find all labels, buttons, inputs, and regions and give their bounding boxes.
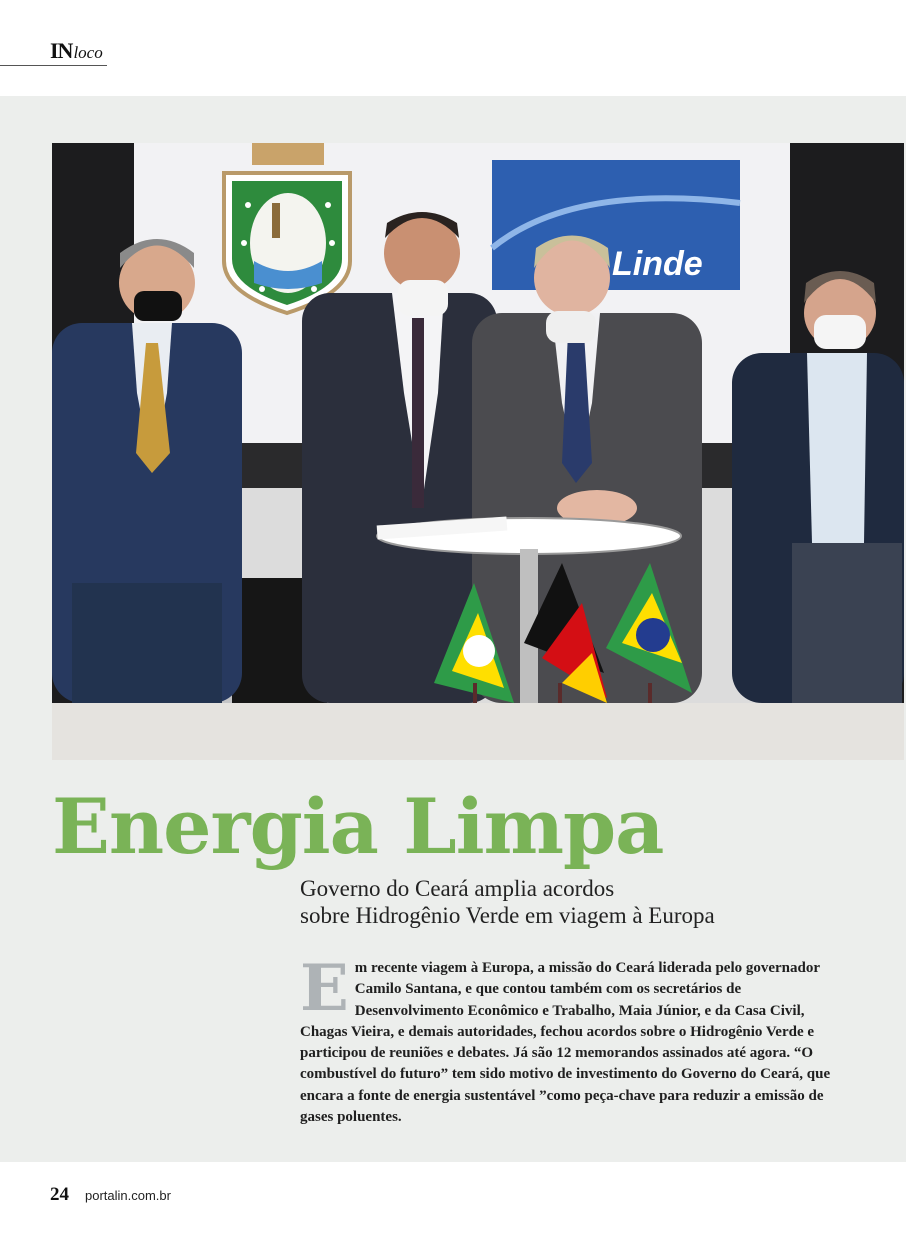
section-logo: [50, 38, 103, 64]
article-body: [300, 951, 848, 1128]
page-header: [0, 0, 906, 96]
subtitle-line-2: sobre Hidrogênio Verde em viagem à Europa: [300, 903, 715, 928]
signing-ceremony-image: [52, 143, 904, 760]
drop-cap: E: [300, 951, 349, 1026]
article-photo: [52, 143, 904, 760]
article-body-text: m recente viagem à Europa, a missão do Ceará liderada pelo governador Camilo Santana, e que contou também com os secretários de Desenvolvimento Econômico e Trabalho, Maia Júnior, e da Casa Civil, Chagas Vieira, e demais autoridades, fechou acordos sobre o Hidrogênio Verde e participou de reuniões e debates. Já são 12 memorandos assinados até agora. “O combustível do futuro” tem sido motivo de investimento do Governo do Ceará, que encara a fonte de energia sustentável ”como peça-chave para reduzir a emissão de gases poluentes.: [300, 960, 831, 1126]
article-title: Energia Limpa: [52, 782, 664, 871]
subtitle-line-1: Governo do Ceará amplia acordos: [300, 876, 615, 901]
linde-banner-text: Linde: [612, 245, 703, 283]
section-logo-in: IN: [50, 38, 73, 63]
linde-banner: [492, 160, 740, 290]
foreground-table-surface: [52, 703, 904, 760]
page-number: 24: [50, 1184, 69, 1205]
section-rule: [0, 65, 107, 66]
article-subtitle: [300, 875, 860, 929]
site-url: portalin.com.br: [85, 1188, 171, 1203]
section-logo-loco: loco: [73, 43, 103, 62]
